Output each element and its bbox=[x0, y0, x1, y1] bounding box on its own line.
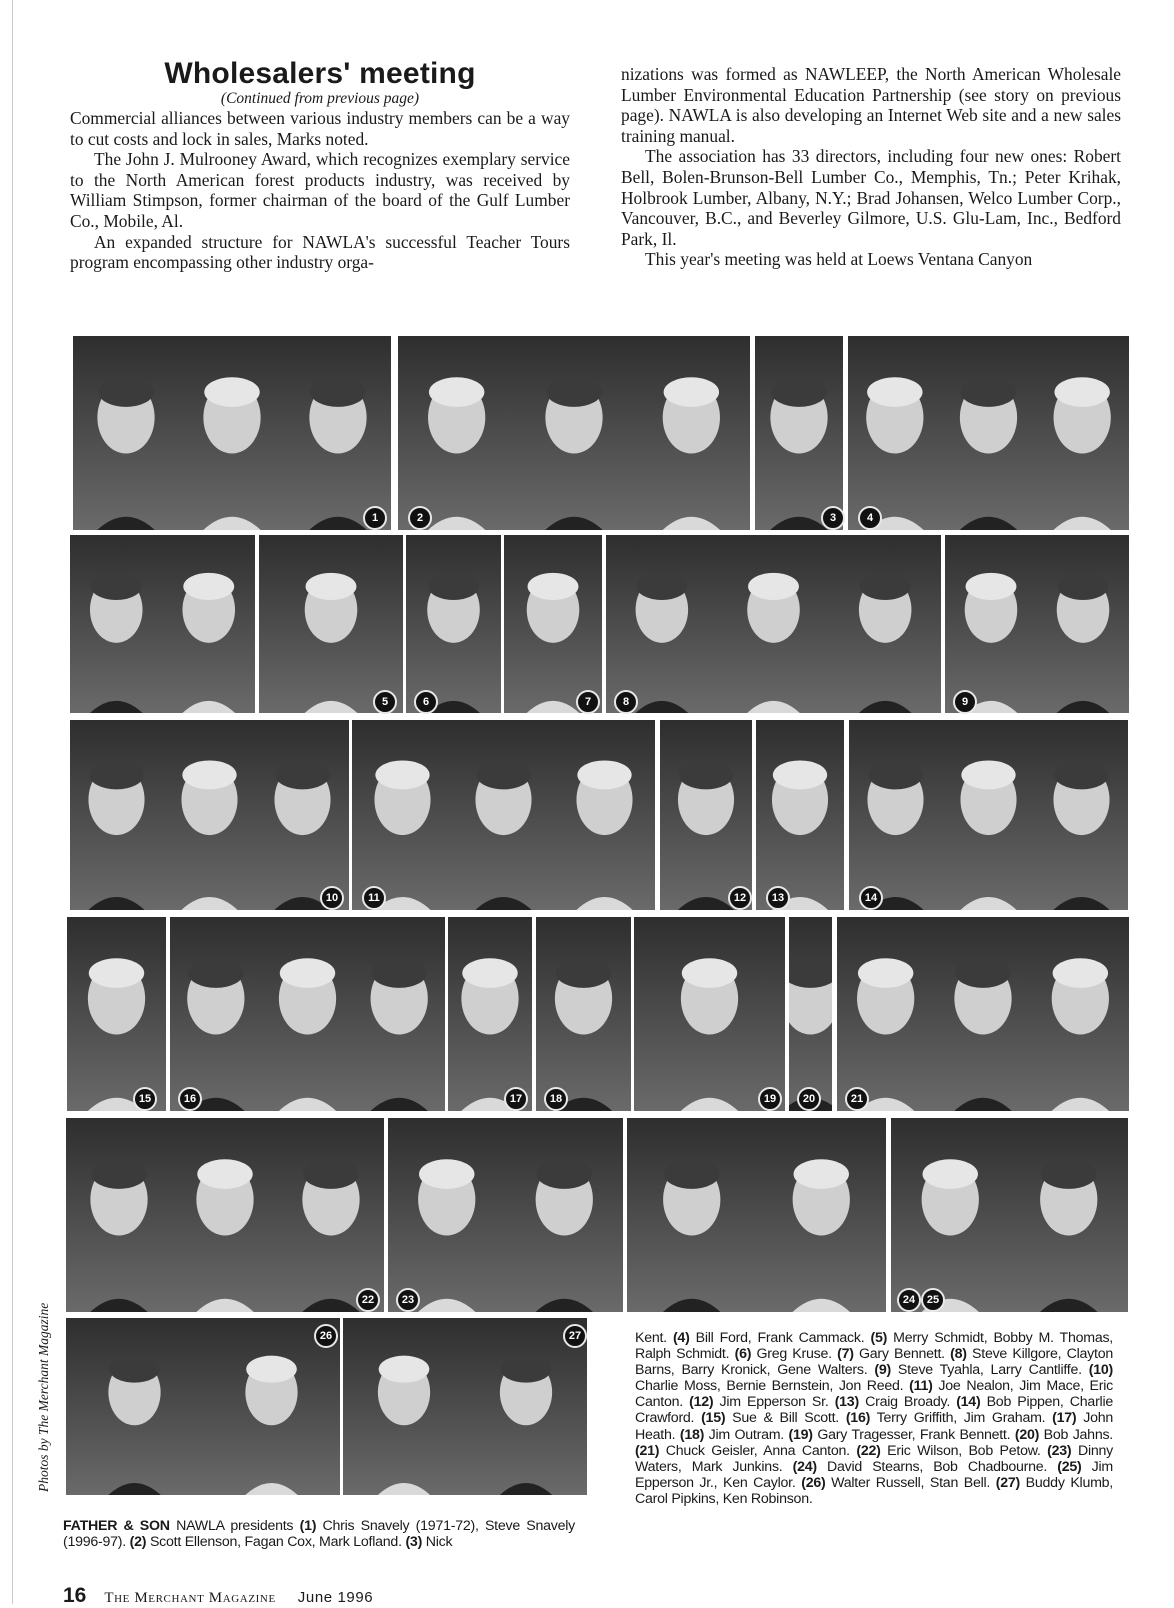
caption-number: (9) bbox=[874, 1362, 891, 1379]
caption-number: (4) bbox=[672, 1330, 690, 1346]
photo-number-badge: 14 bbox=[859, 886, 883, 910]
caption-text: Bob Pippen, Charlie Crawford. bbox=[635, 1394, 1113, 1427]
event-photo bbox=[627, 1118, 886, 1312]
caption-number: (7) bbox=[837, 1346, 854, 1363]
caption-text: John Heath. bbox=[635, 1410, 1113, 1443]
photo-number-badge: 5 bbox=[373, 690, 397, 714]
caption-number: (18) bbox=[679, 1426, 705, 1443]
caption-number: (16) bbox=[845, 1410, 871, 1427]
caption-text: Bill Ford, Frank Cammack. bbox=[689, 1330, 871, 1346]
caption-left bbox=[63, 1518, 575, 1550]
caption-number: (20) bbox=[1014, 1426, 1040, 1443]
photo-number-badge: 16 bbox=[178, 1087, 202, 1111]
photo-number-badge: 13 bbox=[766, 886, 790, 910]
caption-text: Jim Outram. bbox=[704, 1426, 789, 1443]
caption-text: Gary Tragesser, Frank Bennett. bbox=[812, 1426, 1015, 1443]
caption-text: NAWLA presidents bbox=[169, 1518, 300, 1534]
issue-date: June 1996 bbox=[297, 1589, 374, 1606]
photo-number-badge: 26 bbox=[314, 1324, 338, 1348]
caption-text: Walter Russell, Stan Bell. bbox=[825, 1474, 996, 1491]
event-photo bbox=[66, 1118, 384, 1312]
caption-text: Craig Broady. bbox=[858, 1394, 957, 1411]
event-photo bbox=[70, 535, 255, 713]
caption-text: Merry Schmidt, Bobby M. Thomas, Ralph Schmidt. bbox=[635, 1330, 1113, 1363]
caption-text: Jim Epperson Sr. bbox=[713, 1394, 835, 1411]
caption-text: David Stearns, Bob Chadbourne. bbox=[816, 1458, 1058, 1475]
event-photo bbox=[343, 1318, 587, 1495]
event-photo bbox=[634, 917, 785, 1111]
event-photo bbox=[388, 1118, 623, 1312]
event-photo bbox=[755, 336, 843, 530]
photo-number-badge: 15 bbox=[133, 1087, 157, 1111]
caption-number: (27) bbox=[995, 1474, 1021, 1491]
caption-number: (1) bbox=[299, 1518, 317, 1534]
page-number: 16 bbox=[63, 1584, 87, 1607]
caption-number: (21) bbox=[635, 1442, 660, 1459]
caption-number: (25) bbox=[1057, 1458, 1082, 1475]
caption-text: Scott Ellenson, Fagan Cox, Mark Lofland. bbox=[146, 1534, 406, 1551]
article-paragraph: The John J. Mulrooney Award, which recognizes exemplary service to the North American forest products industry, was received by William Stimpson, former chairman of the board of the Gulf Lumber Co., Mobile, Al. bbox=[70, 149, 570, 231]
continued-note: (Continued from previous page) bbox=[220, 90, 420, 107]
article-paragraph: An expanded structure for NAWLA's successful Teacher Tours program encompassing other industry orga- bbox=[70, 231, 570, 273]
caption-text: Steve Killgore, Clayton Barns, Barry Kronick, Gene Walters. bbox=[635, 1346, 1114, 1379]
event-photo bbox=[170, 917, 445, 1111]
photo-number-badge: 24 bbox=[897, 1288, 921, 1312]
article-right-column bbox=[621, 64, 1121, 270]
caption-number: (15) bbox=[701, 1410, 726, 1427]
event-photo bbox=[406, 535, 501, 713]
page-footer bbox=[63, 1584, 373, 1608]
event-photo bbox=[756, 720, 844, 910]
event-photo bbox=[73, 336, 391, 530]
page-edge-line bbox=[12, 0, 13, 1604]
article-paragraph: This year's meeting was held at Loews Ventana Canyon bbox=[645, 249, 1033, 270]
caption-number: (22) bbox=[856, 1442, 881, 1459]
caption-number: (23) bbox=[1047, 1442, 1072, 1459]
event-photo bbox=[66, 1318, 340, 1495]
article-left-column bbox=[70, 58, 570, 273]
caption-text: Nick bbox=[422, 1534, 453, 1551]
caption-number: (3) bbox=[405, 1534, 423, 1551]
event-photo bbox=[891, 1118, 1128, 1312]
caption-text: Bob Jahns. bbox=[1039, 1426, 1113, 1443]
event-photo bbox=[849, 720, 1128, 910]
article-paragraph: Commercial alliances between various industry members can be a way to cut costs and lock in sales, Marks noted. bbox=[70, 108, 570, 149]
photo-number-badge: 21 bbox=[845, 1087, 869, 1111]
caption-text: Buddy Klumb, Carol Pipkins, Ken Robinson. bbox=[635, 1474, 1113, 1507]
photo-number-badge: 6 bbox=[414, 690, 438, 714]
caption-number: (10) bbox=[1088, 1362, 1113, 1379]
photo-number-badge: 2 bbox=[408, 506, 432, 530]
article-paragraph: The association has 33 directors, including four new ones: Robert Bell, Bolen-Brunson-Bell Lumber Co., Memphis, Tn.; Peter Krihak, Holbrook Lumber, Albany, N.Y.; Brad Johansen, Welco Lumber Corp., Vancouver, B.C., and Beverley Gilmore, U.S. Glu-Lam, Inc., Bedford Park, Il. bbox=[621, 146, 1121, 249]
event-photo bbox=[67, 917, 166, 1111]
article-headline: Wholesalers' meeting bbox=[164, 57, 476, 90]
event-photo bbox=[259, 535, 403, 713]
photo-number-badge: 4 bbox=[858, 506, 882, 530]
photo-number-badge: 7 bbox=[576, 690, 600, 714]
caption-number: (12) bbox=[689, 1394, 714, 1411]
caption-text: Sue & Bill Scott. bbox=[725, 1410, 846, 1427]
photo-number-badge: 3 bbox=[821, 506, 845, 530]
photo-number-badge: 25 bbox=[921, 1288, 945, 1312]
caption-lead: FATHER & SON bbox=[63, 1518, 170, 1534]
magazine-name: The Merchant Magazine bbox=[104, 1590, 276, 1606]
photo-number-badge: 10 bbox=[320, 886, 344, 910]
caption-text: Jim Epperson Jr., Ken Caylor. bbox=[635, 1458, 1113, 1491]
caption-text: Eric Wilson, Bob Petow. bbox=[880, 1442, 1048, 1459]
event-photo bbox=[837, 917, 1129, 1111]
photo-number-badge: 9 bbox=[953, 690, 977, 714]
caption-text: Chuck Geisler, Anna Canton. bbox=[659, 1442, 857, 1459]
caption-number: (11) bbox=[909, 1378, 933, 1395]
caption-text: Terry Griffith, Jim Graham. bbox=[870, 1410, 1053, 1427]
caption-right bbox=[635, 1330, 1113, 1507]
caption-text: Chris Snavely (1971-72), Steve Snavely (1996-97). bbox=[63, 1518, 576, 1551]
photo-number-badge: 22 bbox=[356, 1288, 380, 1312]
caption-number: (14) bbox=[956, 1394, 981, 1411]
caption-number: (26) bbox=[801, 1474, 826, 1491]
event-photo bbox=[606, 535, 941, 713]
photo-number-badge: 12 bbox=[728, 886, 752, 910]
event-photo bbox=[398, 336, 750, 530]
photo-number-badge: 27 bbox=[563, 1324, 587, 1348]
photo-credit: Photos by The Merchant Magazine bbox=[36, 1302, 51, 1492]
event-photo bbox=[448, 917, 532, 1111]
photo-number-badge: 19 bbox=[758, 1087, 782, 1111]
photo-number-badge: 1 bbox=[363, 506, 387, 530]
caption-text: Joe Nealon, Jim Mace, Eric Canton. bbox=[635, 1378, 1113, 1411]
event-photo bbox=[536, 917, 631, 1111]
photo-number-badge: 23 bbox=[396, 1288, 420, 1312]
event-photo bbox=[352, 720, 655, 910]
caption-number: (5) bbox=[870, 1330, 888, 1346]
caption-text: Steve Tyahla, Larry Cantliffe. bbox=[890, 1362, 1089, 1379]
caption-number: (13) bbox=[834, 1394, 859, 1411]
photo-number-badge: 18 bbox=[544, 1087, 568, 1111]
event-photo bbox=[70, 720, 349, 910]
photo-number-badge: 17 bbox=[504, 1087, 528, 1111]
caption-number: (17) bbox=[1052, 1410, 1077, 1427]
photo-number-badge: 11 bbox=[362, 886, 386, 910]
caption-number: (19) bbox=[788, 1426, 813, 1443]
caption-text: Kent. bbox=[635, 1330, 673, 1346]
photo-number-badge: 20 bbox=[797, 1087, 821, 1111]
caption-number: (8) bbox=[950, 1346, 967, 1363]
caption-text: Gary Bennett. bbox=[853, 1346, 951, 1363]
event-photo bbox=[789, 917, 832, 1111]
photo-number-badge: 8 bbox=[614, 690, 638, 714]
caption-number: (6) bbox=[734, 1346, 752, 1363]
event-photo bbox=[945, 535, 1129, 713]
caption-number: (24) bbox=[792, 1458, 817, 1475]
event-photo bbox=[660, 720, 752, 910]
caption-text: Greg Kruse. bbox=[751, 1346, 838, 1363]
event-photo bbox=[848, 336, 1129, 530]
article-paragraph: nizations was formed as NAWLEEP, the North American Wholesale Lumber Environmental Education Partnership (see story on previous page). NAWLA is also developing an Internet Web site and a new sales training manual. bbox=[621, 64, 1121, 146]
event-photo bbox=[504, 535, 602, 713]
caption-text: Charlie Moss, Bernie Bernstein, Jon Reed. bbox=[635, 1378, 910, 1395]
caption-text: Dinny Waters, Mark Junkins. bbox=[635, 1442, 1113, 1475]
caption-number: (2) bbox=[129, 1534, 147, 1551]
